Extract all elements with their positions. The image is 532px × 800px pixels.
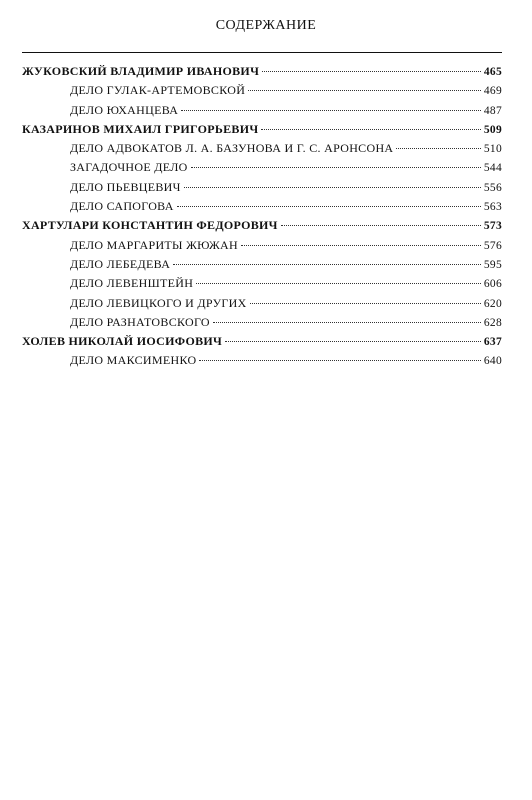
toc-case-entry[interactable] [22, 199, 502, 218]
toc-author-entry[interactable] [22, 334, 502, 353]
toc-page-number: 620 [483, 297, 502, 310]
toc-case-entry[interactable] [22, 83, 502, 102]
dot-leader [281, 225, 481, 226]
dot-leader [261, 129, 480, 130]
dot-leader [248, 90, 481, 91]
toc-entry-label: ХОЛЕВ НИКОЛАЙ ИОСИФОВИЧ [22, 334, 223, 349]
toc-page-number: 510 [483, 143, 502, 156]
dot-leader [225, 341, 481, 342]
toc-entry-label: ДЕЛО МАРГАРИТЫ ЖЮЖАН [70, 237, 238, 252]
toc-page-number: 606 [483, 278, 502, 291]
toc-case-entry[interactable] [22, 296, 502, 315]
toc-page-number: 544 [483, 162, 502, 175]
toc-page-number: 487 [483, 104, 502, 117]
dot-leader [241, 245, 481, 246]
dot-leader [396, 148, 480, 149]
toc-entry-label: ЗАГАДОЧНОЕ ДЕЛО [70, 160, 188, 175]
toc-case-entry[interactable] [22, 103, 502, 122]
toc-page-number: 563 [483, 201, 502, 214]
toc-entry-label: ДЕЛО ЛЕВИЦКОГО И ДРУГИХ [70, 295, 247, 310]
toc-page-number: 465 [483, 66, 502, 78]
toc-entry-label: ХАРТУЛАРИ КОНСТАНТИН ФЕДОРОВИЧ [22, 218, 278, 233]
toc-entry-label: ЖУКОВСКИЙ ВЛАДИМИР ИВАНОВИЧ [22, 64, 260, 78]
toc-author-entry[interactable] [22, 64, 502, 83]
toc-case-entry[interactable] [22, 353, 502, 372]
toc-page-number: 628 [483, 316, 502, 329]
toc-page-number: 573 [483, 220, 502, 233]
toc-page-number: 637 [483, 336, 502, 349]
toc-case-entry[interactable] [22, 141, 502, 160]
toc-entry-label: ДЕЛО ЛЕВЕНШТЕЙН [70, 276, 194, 291]
dot-leader [184, 187, 481, 188]
toc-entry-label: ДЕЛО АДВОКАТОВ Л. А. БАЗУНОВА И Г. С. АРОНСОНА [70, 141, 394, 156]
toc-author-entry[interactable] [22, 122, 502, 141]
toc-case-entry[interactable] [22, 238, 502, 257]
dot-leader [250, 303, 481, 304]
dot-leader [173, 264, 481, 265]
toc-case-entry[interactable] [22, 315, 502, 334]
page-title: СОДЕРЖАНИЕ [215, 18, 317, 33]
dot-leader [181, 110, 481, 111]
toc-entry-label: ДЕЛО ГУЛАК-АРТЕМОВСКОЙ [70, 83, 246, 98]
dot-leader [213, 322, 481, 323]
toc-entry-label: КАЗАРИНОВ МИХАИЛ ГРИГОРЬЕВИЧ [22, 121, 259, 136]
dot-leader [262, 71, 481, 72]
toc-page-number: 556 [483, 181, 502, 194]
dot-leader [199, 360, 480, 361]
table-of-contents [22, 64, 502, 373]
toc-entry-label: ДЕЛО ЮХАНЦЕВА [70, 102, 179, 117]
dot-leader [191, 167, 481, 168]
toc-entry-label: ДЕЛО ЛЕБЕДЕВА [70, 256, 171, 271]
toc-entry-label: ДЕЛО ПЬЕВЦЕВИЧ [70, 179, 181, 194]
toc-entry-label: ДЕЛО МАКСИМЕНКО [70, 353, 197, 368]
toc-page-number: 509 [483, 123, 502, 136]
header-divider [22, 52, 502, 53]
toc-entry-label: ДЕЛО РАЗНАТОВСКОГО [70, 314, 210, 329]
toc-case-entry[interactable] [22, 180, 502, 199]
toc-page-number: 576 [483, 239, 502, 252]
dot-leader [177, 206, 481, 207]
toc-case-entry[interactable] [22, 276, 502, 295]
toc-page-number: 469 [483, 85, 502, 98]
toc-page-number: 640 [483, 355, 502, 368]
dot-leader [196, 283, 481, 284]
toc-entry-label: ДЕЛО САПОГОВА [70, 199, 174, 214]
toc-page-number: 595 [483, 258, 502, 271]
toc-case-entry[interactable] [22, 160, 502, 179]
toc-author-entry[interactable] [22, 218, 502, 237]
toc-case-entry[interactable] [22, 257, 502, 276]
